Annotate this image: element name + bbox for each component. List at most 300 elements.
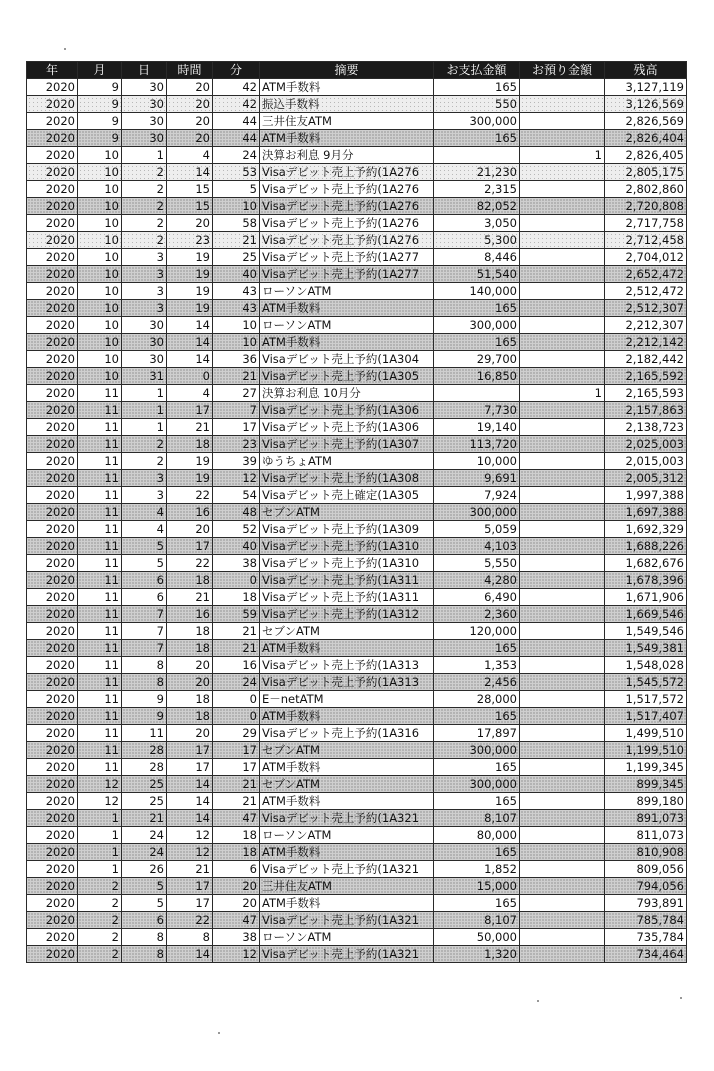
cell-balance: 794,056 [605,878,687,895]
table-row [27,181,687,198]
cell-month: 11 [78,725,122,742]
table-row [27,521,687,538]
cell-hour: 17 [167,538,213,555]
cell-day: 9 [122,691,167,708]
cell-hour: 15 [167,198,213,215]
table-row [27,334,687,351]
cell-balance: 2,182,442 [605,351,687,368]
cell-year: 2020 [27,453,78,470]
cell-hour: 17 [167,402,213,419]
cell-month: 10 [78,334,122,351]
cell-day: 30 [122,96,167,113]
cell-minute: 38 [213,929,260,946]
cell-month: 11 [78,691,122,708]
cell-payment: 16,850 [434,368,520,385]
cell-month: 11 [78,657,122,674]
cell-hour: 20 [167,657,213,674]
cell-balance: 2,652,472 [605,266,687,283]
cell-year: 2020 [27,96,78,113]
cell-payment: 165 [434,759,520,776]
table-row [27,827,687,844]
cell-description: ローソンATM [260,283,434,300]
cell-hour: 8 [167,929,213,946]
cell-description: Visaデビット売上予約(1A305 [260,368,434,385]
cell-payment: 6,490 [434,589,520,606]
cell-payment: 165 [434,130,520,147]
cell-month: 11 [78,538,122,555]
cell-payment: 5,059 [434,521,520,538]
cell-payment: 120,000 [434,623,520,640]
cell-year: 2020 [27,317,78,334]
cell-hour: 20 [167,79,213,96]
cell-hour: 19 [167,470,213,487]
cell-hour: 14 [167,351,213,368]
table-row [27,878,687,895]
cell-minute: 21 [213,232,260,249]
cell-minute: 40 [213,538,260,555]
cell-hour: 21 [167,419,213,436]
table-row [27,742,687,759]
cell-description: ATM手数料 [260,334,434,351]
cell-description: Visaデビット売上予約(1A321 [260,912,434,929]
cell-day: 1 [122,419,167,436]
cell-balance: 1,199,345 [605,759,687,776]
cell-month: 1 [78,827,122,844]
cell-deposit [520,96,605,113]
cell-month: 12 [78,776,122,793]
cell-year: 2020 [27,419,78,436]
cell-month: 12 [78,793,122,810]
cell-day: 8 [122,946,167,963]
cell-deposit [520,453,605,470]
cell-day: 2 [122,436,167,453]
cell-balance: 810,908 [605,844,687,861]
table-row [27,419,687,436]
cell-month: 10 [78,266,122,283]
cell-deposit [520,606,605,623]
cell-description: Visaデビット売上予約(1A311 [260,572,434,589]
cell-year: 2020 [27,895,78,912]
cell-payment: 51,540 [434,266,520,283]
table-row [27,572,687,589]
cell-payment: 10,000 [434,453,520,470]
cell-balance: 2,165,593 [605,385,687,402]
cell-balance: 2,826,404 [605,130,687,147]
cell-month: 11 [78,504,122,521]
cell-hour: 18 [167,640,213,657]
cell-year: 2020 [27,623,78,640]
cell-month: 11 [78,470,122,487]
cell-description: Visaデビット売上予約(1A304 [260,351,434,368]
cell-deposit [520,232,605,249]
cell-payment: 165 [434,640,520,657]
cell-year: 2020 [27,249,78,266]
cell-month: 1 [78,861,122,878]
cell-hour: 14 [167,793,213,810]
table-row [27,113,687,130]
cell-balance: 2,157,863 [605,402,687,419]
cell-description: Visaデビット売上予約(1A306 [260,419,434,436]
cell-deposit [520,572,605,589]
cell-minute: 38 [213,555,260,572]
header-deposit: お預り金額 [520,62,605,79]
cell-deposit [520,946,605,963]
table-row [27,164,687,181]
cell-description: Visaデビット売上予約(1A313 [260,674,434,691]
cell-day: 26 [122,861,167,878]
cell-day: 3 [122,300,167,317]
cell-year: 2020 [27,198,78,215]
table-row [27,895,687,912]
cell-deposit [520,504,605,521]
cell-day: 7 [122,640,167,657]
cell-description: セブンATM [260,776,434,793]
table-row [27,759,687,776]
scan-speck [218,1032,220,1034]
cell-month: 11 [78,402,122,419]
cell-month: 9 [78,113,122,130]
cell-month: 10 [78,147,122,164]
cell-description: Visaデビット売上予約(1A308 [260,470,434,487]
table-row [27,317,687,334]
cell-balance: 2,212,307 [605,317,687,334]
cell-deposit [520,691,605,708]
cell-month: 11 [78,742,122,759]
cell-balance: 1,549,381 [605,640,687,657]
table-row [27,402,687,419]
cell-description: Visaデビット売上確定(1A305 [260,487,434,504]
cell-minute: 27 [213,385,260,402]
cell-year: 2020 [27,232,78,249]
cell-hour: 17 [167,895,213,912]
cell-payment: 19,140 [434,419,520,436]
cell-hour: 14 [167,810,213,827]
cell-day: 2 [122,232,167,249]
cell-minute: 21 [213,368,260,385]
cell-minute: 36 [213,351,260,368]
cell-minute: 43 [213,283,260,300]
header-row [27,62,687,79]
table-row [27,351,687,368]
cell-description: Visaデビット売上予約(1A311 [260,589,434,606]
cell-day: 5 [122,878,167,895]
cell-hour: 4 [167,147,213,164]
cell-hour: 22 [167,912,213,929]
cell-balance: 2,802,860 [605,181,687,198]
cell-hour: 0 [167,368,213,385]
cell-day: 5 [122,538,167,555]
table-row [27,79,687,96]
cell-deposit [520,623,605,640]
table-body [27,79,687,963]
cell-description: Visaデビット売上予約(1A276 [260,181,434,198]
table-row [27,470,687,487]
cell-balance: 2,015,003 [605,453,687,470]
cell-payment: 21,230 [434,164,520,181]
cell-balance: 2,717,758 [605,215,687,232]
cell-hour: 14 [167,946,213,963]
table-row [27,606,687,623]
cell-minute: 21 [213,776,260,793]
cell-hour: 21 [167,861,213,878]
cell-month: 11 [78,521,122,538]
cell-minute: 40 [213,266,260,283]
table-row [27,198,687,215]
cell-description: Visaデビット売上予約(1A306 [260,402,434,419]
cell-day: 11 [122,725,167,742]
cell-day: 30 [122,334,167,351]
cell-day: 30 [122,79,167,96]
cell-day: 30 [122,317,167,334]
cell-year: 2020 [27,776,78,793]
cell-deposit [520,130,605,147]
cell-month: 11 [78,606,122,623]
cell-payment: 165 [434,708,520,725]
cell-payment: 165 [434,300,520,317]
cell-description: ATM手数料 [260,844,434,861]
cell-minute: 47 [213,810,260,827]
cell-day: 5 [122,555,167,572]
cell-balance: 3,126,569 [605,96,687,113]
cell-minute: 21 [213,623,260,640]
cell-deposit [520,283,605,300]
cell-description: Visaデビット売上予約(1A307 [260,436,434,453]
cell-description: 三井住友ATM [260,878,434,895]
cell-payment: 9,691 [434,470,520,487]
cell-balance: 2,720,808 [605,198,687,215]
cell-day: 2 [122,215,167,232]
cell-minute: 10 [213,317,260,334]
cell-day: 3 [122,283,167,300]
cell-balance: 1,688,226 [605,538,687,555]
cell-payment: 165 [434,895,520,912]
cell-payment: 300,000 [434,776,520,793]
cell-payment: 550 [434,96,520,113]
cell-hour: 19 [167,266,213,283]
cell-hour: 19 [167,283,213,300]
cell-payment [434,385,520,402]
cell-payment: 165 [434,334,520,351]
cell-description: Visaデビット売上予約(1A277 [260,266,434,283]
cell-minute: 44 [213,113,260,130]
cell-description: Visaデビット売上予約(1A276 [260,164,434,181]
cell-year: 2020 [27,300,78,317]
cell-year: 2020 [27,504,78,521]
cell-day: 4 [122,521,167,538]
cell-year: 2020 [27,334,78,351]
table-row [27,912,687,929]
cell-deposit [520,827,605,844]
cell-month: 1 [78,844,122,861]
cell-balance: 734,464 [605,946,687,963]
cell-day: 7 [122,623,167,640]
cell-year: 2020 [27,844,78,861]
cell-balance: 1,499,510 [605,725,687,742]
cell-month: 11 [78,385,122,402]
scan-speck [64,48,66,50]
cell-description: ATM手数料 [260,895,434,912]
cell-description: ATM手数料 [260,640,434,657]
cell-deposit [520,810,605,827]
cell-balance: 1,199,510 [605,742,687,759]
cell-year: 2020 [27,929,78,946]
table-row [27,385,687,402]
cell-minute: 6 [213,861,260,878]
cell-deposit [520,249,605,266]
cell-hour: 16 [167,606,213,623]
cell-year: 2020 [27,130,78,147]
cell-deposit [520,300,605,317]
cell-deposit [520,470,605,487]
cell-payment: 5,550 [434,555,520,572]
cell-year: 2020 [27,640,78,657]
cell-hour: 20 [167,674,213,691]
cell-description: ローソンATM [260,827,434,844]
cell-month: 2 [78,878,122,895]
cell-month: 10 [78,317,122,334]
cell-payment: 5,300 [434,232,520,249]
cell-year: 2020 [27,742,78,759]
cell-description: ATM手数料 [260,793,434,810]
cell-payment: 2,456 [434,674,520,691]
cell-month: 10 [78,164,122,181]
cell-year: 2020 [27,351,78,368]
cell-hour: 15 [167,181,213,198]
cell-minute: 12 [213,946,260,963]
cell-description: Visaデビット売上予約(1A276 [260,215,434,232]
cell-payment: 2,360 [434,606,520,623]
cell-description: ATM手数料 [260,300,434,317]
cell-balance: 2,005,312 [605,470,687,487]
cell-hour: 18 [167,708,213,725]
cell-hour: 17 [167,759,213,776]
cell-hour: 20 [167,521,213,538]
cell-minute: 0 [213,572,260,589]
cell-balance: 2,512,307 [605,300,687,317]
cell-month: 11 [78,674,122,691]
header-month: 月 [78,62,122,79]
cell-day: 3 [122,249,167,266]
header-year: 年 [27,62,78,79]
cell-balance: 1,517,407 [605,708,687,725]
cell-payment: 4,103 [434,538,520,555]
cell-minute: 5 [213,181,260,198]
cell-balance: 2,025,003 [605,436,687,453]
cell-deposit [520,555,605,572]
cell-year: 2020 [27,470,78,487]
cell-minute: 53 [213,164,260,181]
cell-description: Visaデビット売上予約(1A310 [260,555,434,572]
cell-month: 11 [78,487,122,504]
cell-year: 2020 [27,283,78,300]
cell-balance: 1,682,676 [605,555,687,572]
cell-minute: 18 [213,827,260,844]
cell-minute: 12 [213,470,260,487]
cell-deposit [520,776,605,793]
table-row [27,555,687,572]
cell-month: 2 [78,946,122,963]
cell-deposit: 1 [520,147,605,164]
table-row [27,453,687,470]
cell-hour: 20 [167,130,213,147]
cell-balance: 2,805,175 [605,164,687,181]
cell-year: 2020 [27,725,78,742]
cell-description: ゆうちょATM [260,453,434,470]
cell-hour: 18 [167,436,213,453]
cell-balance: 1,671,906 [605,589,687,606]
cell-year: 2020 [27,181,78,198]
cell-minute: 43 [213,300,260,317]
cell-payment: 28,000 [434,691,520,708]
cell-day: 8 [122,929,167,946]
cell-month: 10 [78,283,122,300]
cell-payment [434,147,520,164]
cell-day: 24 [122,844,167,861]
cell-day: 3 [122,266,167,283]
cell-day: 30 [122,351,167,368]
cell-year: 2020 [27,215,78,232]
table-row [27,283,687,300]
cell-month: 10 [78,215,122,232]
cell-payment: 7,730 [434,402,520,419]
cell-month: 9 [78,96,122,113]
cell-balance: 1,697,388 [605,504,687,521]
cell-year: 2020 [27,521,78,538]
cell-day: 25 [122,793,167,810]
cell-hour: 21 [167,589,213,606]
cell-year: 2020 [27,147,78,164]
table-row [27,300,687,317]
cell-day: 30 [122,130,167,147]
cell-balance: 2,138,723 [605,419,687,436]
cell-hour: 22 [167,487,213,504]
cell-minute: 0 [213,708,260,725]
cell-month: 10 [78,300,122,317]
table-row [27,623,687,640]
cell-hour: 20 [167,725,213,742]
cell-description: E－netATM [260,691,434,708]
cell-payment: 140,000 [434,283,520,300]
cell-day: 1 [122,385,167,402]
cell-month: 11 [78,623,122,640]
table-row [27,266,687,283]
cell-year: 2020 [27,878,78,895]
cell-month: 9 [78,130,122,147]
cell-deposit [520,759,605,776]
cell-year: 2020 [27,691,78,708]
cell-year: 2020 [27,113,78,130]
cell-payment: 7,924 [434,487,520,504]
cell-payment: 4,280 [434,572,520,589]
cell-month: 10 [78,232,122,249]
cell-deposit [520,351,605,368]
cell-minute: 18 [213,844,260,861]
cell-minute: 0 [213,691,260,708]
cell-year: 2020 [27,674,78,691]
cell-description: セブンATM [260,742,434,759]
cell-year: 2020 [27,793,78,810]
cell-year: 2020 [27,368,78,385]
cell-day: 8 [122,657,167,674]
cell-year: 2020 [27,79,78,96]
table-row [27,776,687,793]
cell-year: 2020 [27,946,78,963]
header-minute: 分 [213,62,260,79]
cell-payment: 1,852 [434,861,520,878]
cell-description: 振込手数料 [260,96,434,113]
cell-description: 三井住友ATM [260,113,434,130]
cell-year: 2020 [27,810,78,827]
